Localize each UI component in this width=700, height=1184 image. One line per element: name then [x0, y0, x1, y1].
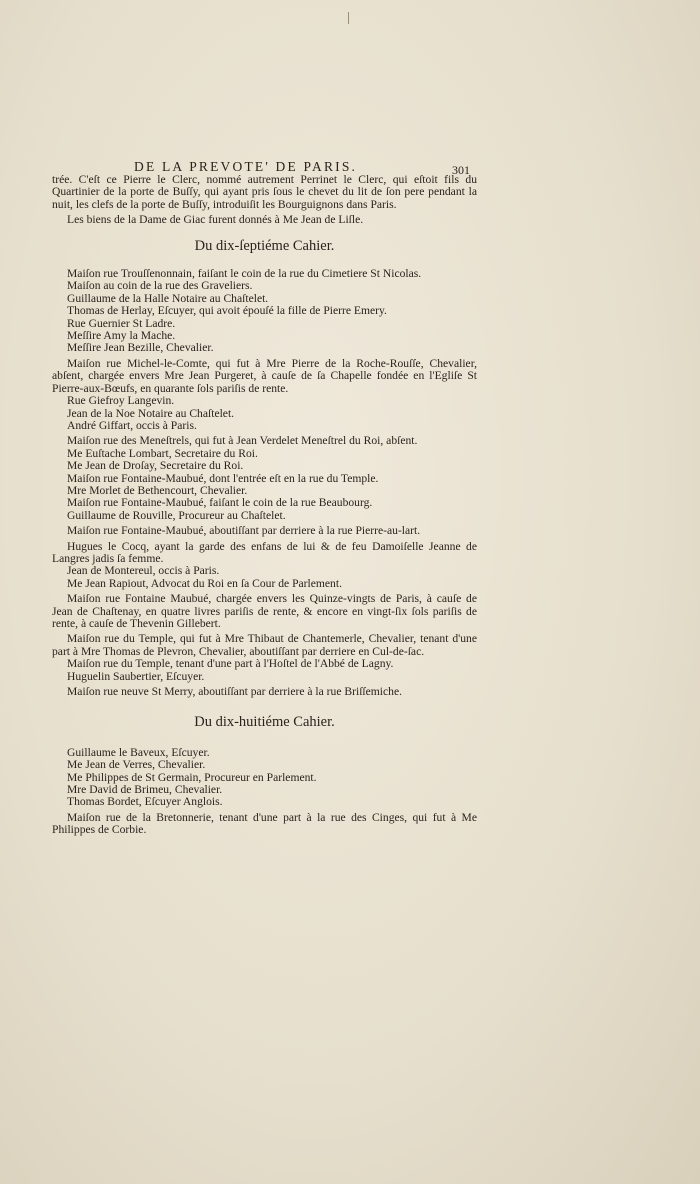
- list-item: Mre Morlet de Bethencourt, Chevalier.: [67, 483, 248, 497]
- list-item: Me Jean de Droſay, Secretaire du Roi.: [67, 459, 244, 473]
- section-entries: [52, 747, 477, 837]
- list-item: Maiſon rue Trouſſenonnain, faiſant le coin de la rue du Cimetiere St Nicolas.: [67, 267, 422, 281]
- body-text: [52, 174, 477, 837]
- page-number: 301: [452, 163, 470, 177]
- list-item: Maiſon rue Michel-le-Comte, qui fut à Mre Pierre de la Roche-Rouſſe, Chevalier, abſent, chargée envers Mre Jean Purgeret, à cauſe de ſa Chapelle fondée en l'Egliſe St Pierre-aux-Bœufs, en quarante ſols pariſis de rente.: [52, 356, 477, 395]
- paragraph: trée. C'eſt ce Pierre le Clerc, nommé autrement Perrinet le Clerc, qui eſtoit fils du Quartinier de la porte de Buſſy, qui ayant pris ſous le chevet du lit de ſon pere pendant la nuit, les clefs de la porte de Buſſy, introduiſit les Bourguignons dans Paris.: [52, 173, 477, 211]
- list-item: Jean de la Noe Notaire au Chaſtelet.: [67, 406, 235, 420]
- list-item: Me Euſtache Lombart, Secretaire du Roi.: [67, 446, 258, 460]
- list-item: Meſſire Amy la Mache.: [67, 329, 176, 343]
- section-entries: [52, 268, 477, 698]
- list-item: Me Jean Rapiout, Advocat du Roi en ſa Cour de Parlement.: [67, 576, 342, 590]
- list-item: Me Philippes de St Germain, Procureur en Parlement.: [67, 770, 317, 784]
- paragraph: Les biens de la Dame de Giac furent donnés à Me Jean de Liſle.: [67, 213, 364, 227]
- list-item: Guillaume le Baveux, Eſcuyer.: [67, 745, 210, 759]
- list-item: Rue Giefroy Langevin.: [67, 394, 175, 408]
- list-item: André Giffart, occis à Paris.: [67, 418, 197, 432]
- list-item: Maiſon rue Fontaine Maubué, chargée envers les Quinze-vingts de Paris, à cauſe de Jean de Chaſtenay, en quatre livres pariſis de rente, & encore en vingt-ſix ſols pariſis de rente, à cauſe de Thevenin Gillebert.: [52, 592, 477, 630]
- list-item: Maiſon au coin de la rue des Graveliers.: [67, 279, 253, 293]
- list-item: Maiſon rue Fontaine-Maubué, dont l'entrée eſt en la rue du Temple.: [67, 471, 379, 485]
- list-item: Thomas Bordet, Eſcuyer Anglois.: [67, 795, 223, 809]
- list-item: Meſſire Jean Bezille, Chevalier.: [67, 341, 214, 355]
- list-item: Thomas de Herlay, Eſcuyer, qui avoit épouſé la fille de Pierre Emery.: [67, 304, 387, 318]
- list-item: Guillaume de la Halle Notaire au Chaſtelet.: [67, 291, 269, 305]
- list-item: Maiſon rue du Temple, tenant d'une part à l'Hoſtel de l'Abbé de Lagny.: [67, 657, 394, 671]
- book-page: [52, 0, 477, 1184]
- list-item: Maiſon rue neuve St Merry, aboutiſſant par derriere à la rue Briſſemiche.: [67, 685, 403, 699]
- list-item: Maiſon rue du Temple, qui fut à Mre Thibaut de Chantemerle, Chevalier, tenant d'une part à Mre Thomas de Plevron, Chevalier, aboutiſſant par derriere en Cul-de-ſac.: [52, 632, 477, 658]
- list-item: Maiſon rue Fontaine-Maubué, aboutiſſant par derriere à la rue Pierre-au-lart.: [67, 524, 421, 538]
- list-item: Hugues le Cocq, ayant la garde des enfans de lui & de feu Damoiſelle Jeanne de Langres jadis ſa femme.: [52, 539, 477, 565]
- section-title: Du dix-huitiéme Cahier.: [194, 714, 335, 731]
- list-item: Rue Guernier St Ladre.: [67, 316, 176, 330]
- list-item: Guillaume de Rouville, Procureur au Chaſtelet.: [67, 508, 286, 522]
- list-item: Mre David de Brimeu, Chevalier.: [67, 783, 223, 797]
- list-item: Jean de Montereul, occis à Paris.: [67, 564, 220, 578]
- list-item: Maiſon rue des Meneſtrels, qui fut à Jean Verdelet Meneſtrel du Roi, abſent.: [67, 434, 418, 448]
- running-title: DE LA PREVOTE' DE PARIS.: [134, 159, 358, 174]
- section-title: Du dix-ſeptiéme Cahier.: [194, 237, 335, 254]
- list-item: Maiſon rue Fontaine-Maubué, faiſant le coin de la rue Beaubourg.: [67, 496, 373, 510]
- list-item: Me Jean de Verres, Chevalier.: [67, 758, 206, 772]
- list-item: Maiſon rue de la Bretonnerie, tenant d'une part à la rue des Cinges, qui fut à Me Philippes de Corbie.: [52, 810, 477, 837]
- list-item: Huguelin Saubertier, Eſcuyer.: [67, 669, 205, 683]
